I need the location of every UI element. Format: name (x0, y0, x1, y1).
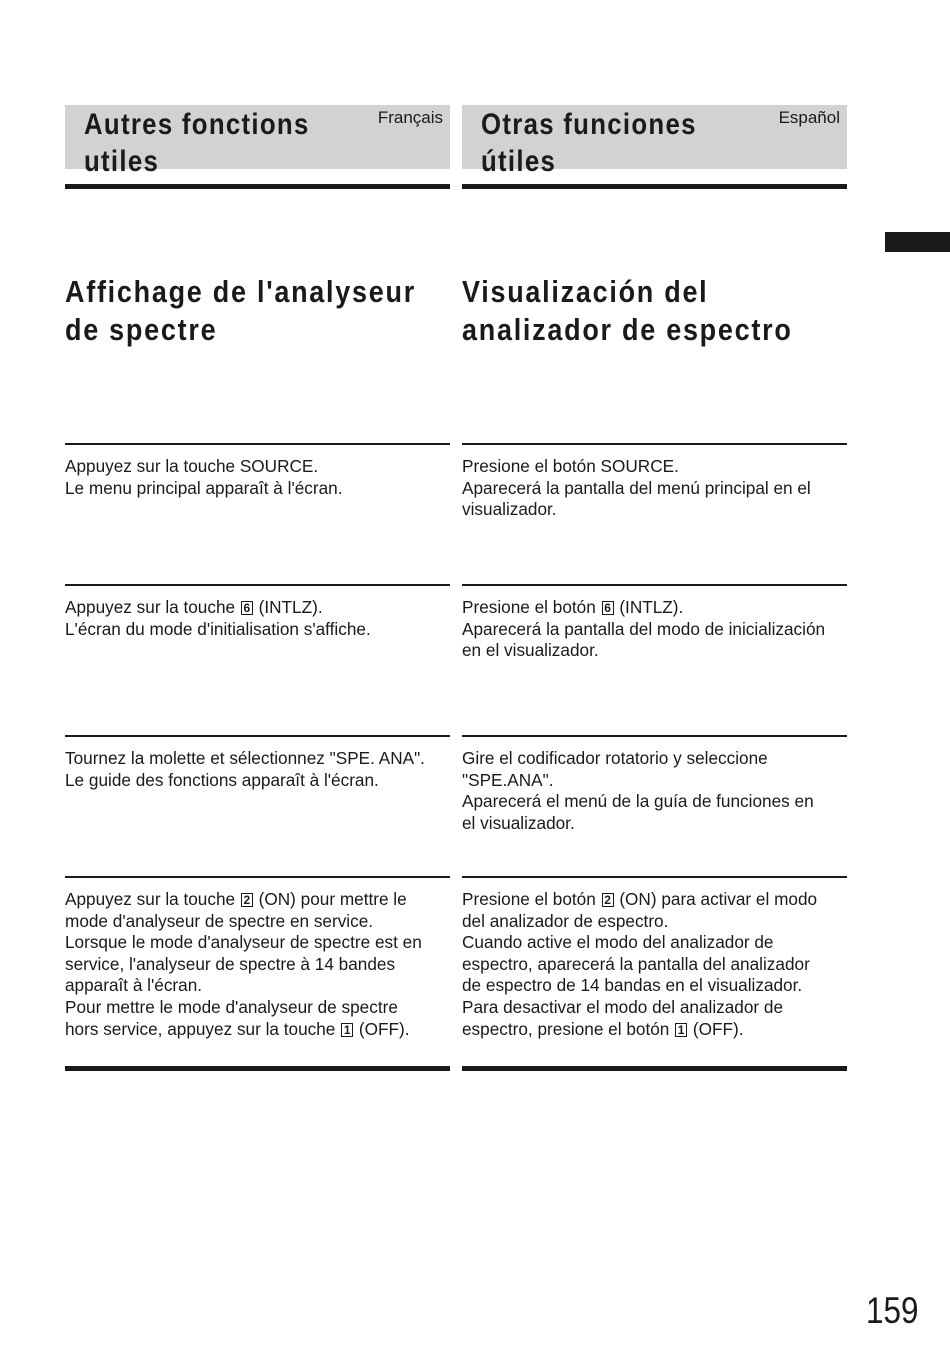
step-4 (462, 876, 847, 1040)
chapter-title (481, 106, 697, 180)
step-text-segment: (ON) pour mettre le (253, 889, 407, 909)
step-text-segment: (OFF). (354, 1018, 410, 1039)
step-line: el visualizador. (462, 812, 575, 833)
step-1 (462, 443, 847, 521)
language-label: Español (778, 108, 840, 127)
step-text-segment: hors service, appuyez sur la touche (65, 1018, 341, 1039)
step-line: "SPE.ANA". (462, 769, 554, 790)
chapter-title (84, 106, 310, 180)
step-3 (65, 735, 450, 791)
step-line (462, 597, 847, 619)
key-6-icon: 6 (602, 601, 614, 615)
step-line: service, l'analyseur de spectre à 14 bandes (65, 953, 396, 974)
header-rule (65, 184, 450, 189)
step-line: visualizador. (462, 499, 557, 520)
step-text-segment: (OFF). (688, 1018, 744, 1039)
step-line: apparaît à l'écran. (65, 975, 203, 996)
section-title-line1: Visualización del (462, 274, 709, 309)
section-title (65, 273, 416, 349)
step-text-segment: (INTLZ). (614, 597, 684, 617)
step-rule (462, 735, 847, 737)
key-1-icon: 1 (675, 1023, 687, 1037)
step-line: del analizador de espectro. (462, 910, 669, 931)
section-title-line2: analizador de espectro (462, 312, 793, 347)
step-line: Lorsque le mode d'analyseur de spectre est en (65, 932, 422, 953)
step-text-segment: (INTLZ). (253, 597, 323, 617)
step-line: Gire el codificador rotatorio y seleccione (462, 748, 768, 768)
end-rule (65, 1066, 450, 1071)
step-2 (65, 584, 450, 640)
step-rule (65, 876, 450, 878)
step-text-segment: (ON) para activar el modo (614, 889, 818, 909)
step-1 (65, 443, 450, 499)
step-line (65, 889, 450, 911)
step-text (462, 597, 847, 662)
step-line: Para desactivar el modo del analizador de (462, 996, 784, 1017)
step-text-segment: Appuyez sur la touche (65, 889, 240, 909)
step-rule (65, 735, 450, 737)
step-text-segment: espectro, presione el botón (462, 1018, 675, 1039)
chapter-title-line2: útiles (481, 145, 557, 178)
step-rule (462, 584, 847, 586)
chapter-title-line1: Autres fonctions (84, 108, 310, 141)
step-text (462, 748, 847, 834)
step-4 (65, 876, 450, 1040)
step-line: L'écran du mode d'initialisation s'affiche. (65, 618, 371, 639)
section-title (462, 273, 793, 349)
step-text (65, 597, 450, 640)
step-line: Presione el botón SOURCE. (462, 456, 679, 476)
step-text (462, 456, 847, 521)
language-label: Français (377, 108, 443, 127)
step-text-segment: Presione el botón (462, 889, 601, 909)
chapter-title-line1: Otras funciones (481, 108, 697, 141)
step-line: mode d'analyseur de spectre en service. (65, 910, 374, 931)
step-3 (462, 735, 847, 834)
step-line: de espectro de 14 bandas en el visualizador. (462, 975, 803, 996)
section-title-line1: Affichage de l'analyseur (65, 274, 416, 309)
step-text-segment: Presione el botón (462, 597, 601, 617)
key-2-icon: 2 (241, 893, 253, 907)
step-text (65, 889, 450, 1040)
step-line (462, 889, 847, 911)
step-line: Aparecerá la pantalla del modo de inicialización (462, 618, 826, 639)
step-rule (65, 443, 450, 445)
step-text (65, 456, 450, 499)
step-text (462, 889, 847, 1040)
step-line: Le guide des fonctions apparaît à l'écran. (65, 769, 379, 790)
step-rule (65, 584, 450, 586)
key-6-icon: 6 (241, 601, 253, 615)
step-line: Tournez la molette et sélectionnez "SPE. ANA". (65, 748, 425, 768)
step-line (65, 1019, 450, 1041)
section-title-line2: de spectre (65, 312, 218, 347)
step-line: en el visualizador. (462, 640, 599, 661)
step-line (462, 1019, 847, 1041)
key-1-icon: 1 (341, 1023, 353, 1037)
step-2 (462, 584, 847, 662)
page-number: 159 (866, 1290, 919, 1331)
header-rule (462, 184, 847, 189)
end-rule (462, 1066, 847, 1071)
step-line (65, 597, 450, 619)
key-2-icon: 2 (602, 893, 614, 907)
step-text-segment: Appuyez sur la touche (65, 597, 240, 617)
step-line: espectro, aparecerá la pantalla del analizador (462, 953, 810, 974)
step-line: Appuyez sur la touche SOURCE. (65, 456, 319, 476)
step-line: Cuando active el modo del analizador de (462, 932, 774, 953)
step-rule (462, 876, 847, 878)
step-text (65, 748, 450, 791)
step-rule (462, 443, 847, 445)
section-tab-marker (885, 232, 950, 252)
chapter-title-line2: utiles (84, 145, 160, 178)
step-line: Aparecerá el menú de la guía de funciones en (462, 791, 814, 812)
step-line: Aparecerá la pantalla del menú principal en el (462, 477, 811, 498)
step-line: Le menu principal apparaît à l'écran. (65, 477, 343, 498)
step-line: Pour mettre le mode d'analyseur de spectre (65, 996, 398, 1017)
